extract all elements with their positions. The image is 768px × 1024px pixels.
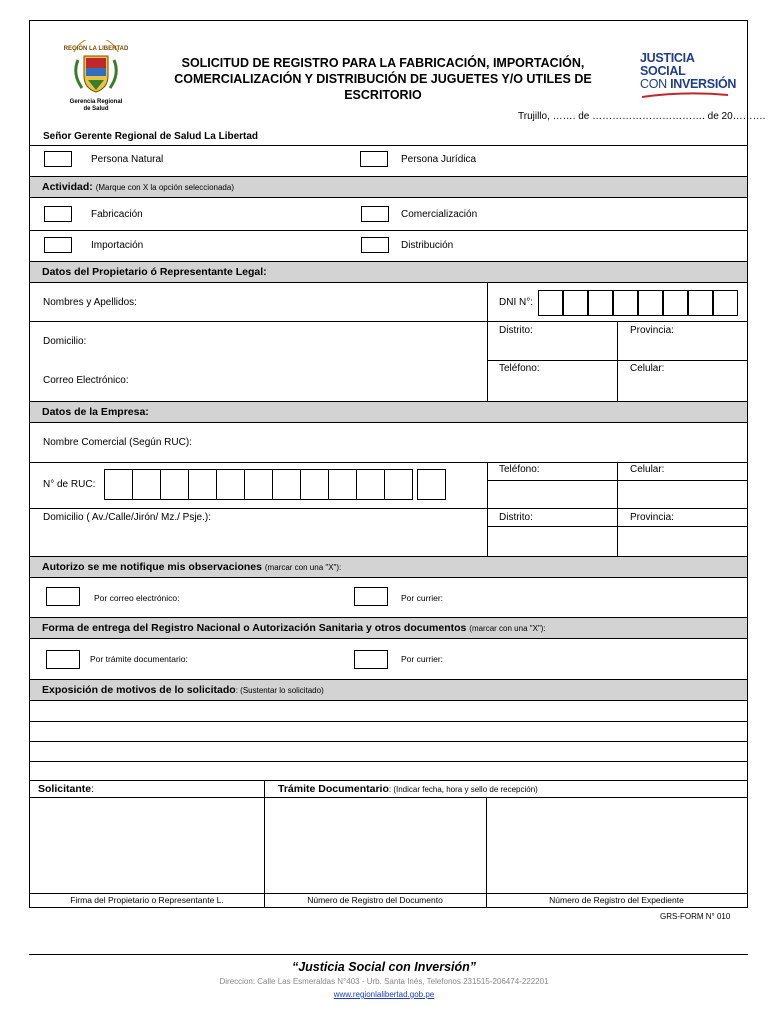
- label-company-address: Domicilio ( Av./Calle/Jirón/ Mz./ Psje.):: [43, 512, 212, 523]
- title-line2: COMERCIALIZACIÓN Y DISTRIBUCIÓN DE JUGUETES Y/O UTILES DE ESCRITORIO: [174, 72, 592, 102]
- reasons-heading: Exposición de motivos de lo solicitado: [42, 684, 236, 696]
- sig-document-number: Número de Registro del Documento: [307, 895, 443, 905]
- title-line1: SOLICITUD DE REGISTRO PARA LA FABRICACIÓN, IMPORTACIÓN,: [181, 56, 585, 70]
- label-applicant: [38, 783, 94, 795]
- label-owner-address: Domicilio:: [43, 336, 87, 347]
- brand-swoosh-icon: [640, 92, 730, 98]
- label-delivery-courier: Por currier:: [401, 654, 444, 664]
- label-owner-dni: DNI N°:: [499, 297, 533, 308]
- label-distribucion: Distribución: [401, 240, 454, 251]
- checkbox-persona-juridica[interactable]: [360, 151, 388, 167]
- section-activity: [30, 176, 747, 198]
- label-persona-natural: Persona Natural: [91, 154, 164, 165]
- label-tramite: [278, 783, 538, 795]
- section-company: [30, 401, 747, 423]
- section-owner: [30, 261, 747, 283]
- checkbox-importacion[interactable]: [44, 237, 72, 253]
- label-owner-names: Nombres y Apellidos:: [43, 297, 137, 308]
- notify-hint: (marcar con una "X"):: [264, 563, 342, 572]
- label-fabricacion: Fabricación: [91, 209, 143, 220]
- sig-owner: Firma del Propietario o Representante L.: [70, 895, 224, 905]
- date-line[interactable]: Trujillo, ……. de ……………………………. de 20……….: [518, 111, 766, 122]
- label-owner-phone: Teléfono:: [499, 363, 540, 374]
- notify-heading: Autorizo se me notifique mis observaciones: [42, 561, 262, 573]
- delivery-hint: (marcar con una "X"):: [469, 624, 546, 633]
- label-trade-name: Nombre Comercial (Según RUC):: [43, 437, 192, 448]
- checkbox-persona-natural[interactable]: [44, 151, 72, 167]
- label-company-mobile: Celular:: [630, 464, 665, 475]
- label-owner-mobile: Celular:: [630, 363, 665, 374]
- label-ruc: N° de RUC:: [43, 479, 96, 490]
- tramite-hint: : (Indicar fecha, hora y sello de recepción): [388, 785, 538, 794]
- footer-address: Direccion: Calle Las Esmeraldas N°403 - Urb. Santa Inés, Telefonos 231515-206474-222201: [219, 977, 549, 986]
- org-name-line1: Gerencia Regional: [69, 99, 123, 105]
- applicant-text: Solicitante: [38, 783, 92, 795]
- checkbox-notify-email[interactable]: [46, 587, 80, 606]
- label-delivery-tramite: Por trámite documentario:: [90, 654, 188, 664]
- checkbox-fabricacion[interactable]: [44, 206, 72, 222]
- label-comercializacion: Comercialización: [401, 209, 478, 220]
- label-company-phone: Teléfono:: [499, 464, 540, 475]
- applicant-suffix: :: [91, 783, 95, 795]
- tramite-text: Trámite Documentario: [278, 783, 389, 795]
- brand-line2-bold: INVERSIÓN: [670, 77, 737, 91]
- checkbox-notify-courier[interactable]: [354, 587, 388, 606]
- label-owner-district: Distrito:: [499, 325, 533, 336]
- form-title: [148, 55, 618, 103]
- org-name-line2: de Salud: [83, 106, 109, 112]
- activity-heading: Actividad:: [42, 181, 93, 193]
- checkbox-comercializacion[interactable]: [361, 206, 389, 222]
- brand-line2-prefix: CON: [640, 77, 667, 91]
- label-importacion: Importación: [91, 240, 144, 251]
- brand-logo: [640, 52, 740, 98]
- company-heading: Datos de la Empresa:: [42, 406, 149, 418]
- owner-heading: Datos del Propietario ó Representante Legal:: [42, 266, 267, 278]
- label-persona-juridica: Persona Jurídica: [401, 154, 477, 165]
- form-code: GRS-FORM N° 010: [660, 912, 731, 921]
- seal-text: REGIÓN LA LIBERTAD: [64, 46, 128, 52]
- section-delivery: [30, 617, 747, 639]
- regional-seal-logo: [64, 40, 128, 112]
- label-owner-province: Provincia:: [630, 325, 674, 336]
- activity-hint: (Marque con X la opción seleccionada): [95, 183, 234, 192]
- checkbox-delivery-courier[interactable]: [354, 650, 388, 669]
- reasons-hint: : (Sustentar lo solicitado): [235, 686, 324, 695]
- sig-file-number: Número de Registro del Expediente: [549, 895, 684, 905]
- label-notify-email: Por correo electrónico:: [94, 593, 180, 603]
- checkbox-delivery-tramite[interactable]: [46, 650, 80, 669]
- label-company-district: Distrito:: [499, 512, 533, 523]
- section-notify: [30, 556, 747, 578]
- footer-slogan: “Justicia Social con Inversión”: [291, 960, 477, 974]
- section-reasons: [30, 679, 747, 701]
- brand-line1: JUSTICIA SOCIAL: [640, 51, 695, 78]
- label-notify-courier: Por currier:: [401, 593, 444, 603]
- label-company-province: Provincia:: [630, 512, 674, 523]
- checkbox-distribucion[interactable]: [361, 237, 389, 253]
- delivery-heading: Forma de entrega del Registro Nacional o Autorización Sanitaria y otros documentos: [42, 622, 467, 634]
- footer-website-link[interactable]: www.regionlalibertad.gob.pe: [333, 990, 435, 999]
- label-owner-email: Correo Electrónico:: [43, 375, 129, 386]
- addressee: Señor Gerente Regional de Salud La Libertad: [43, 131, 259, 142]
